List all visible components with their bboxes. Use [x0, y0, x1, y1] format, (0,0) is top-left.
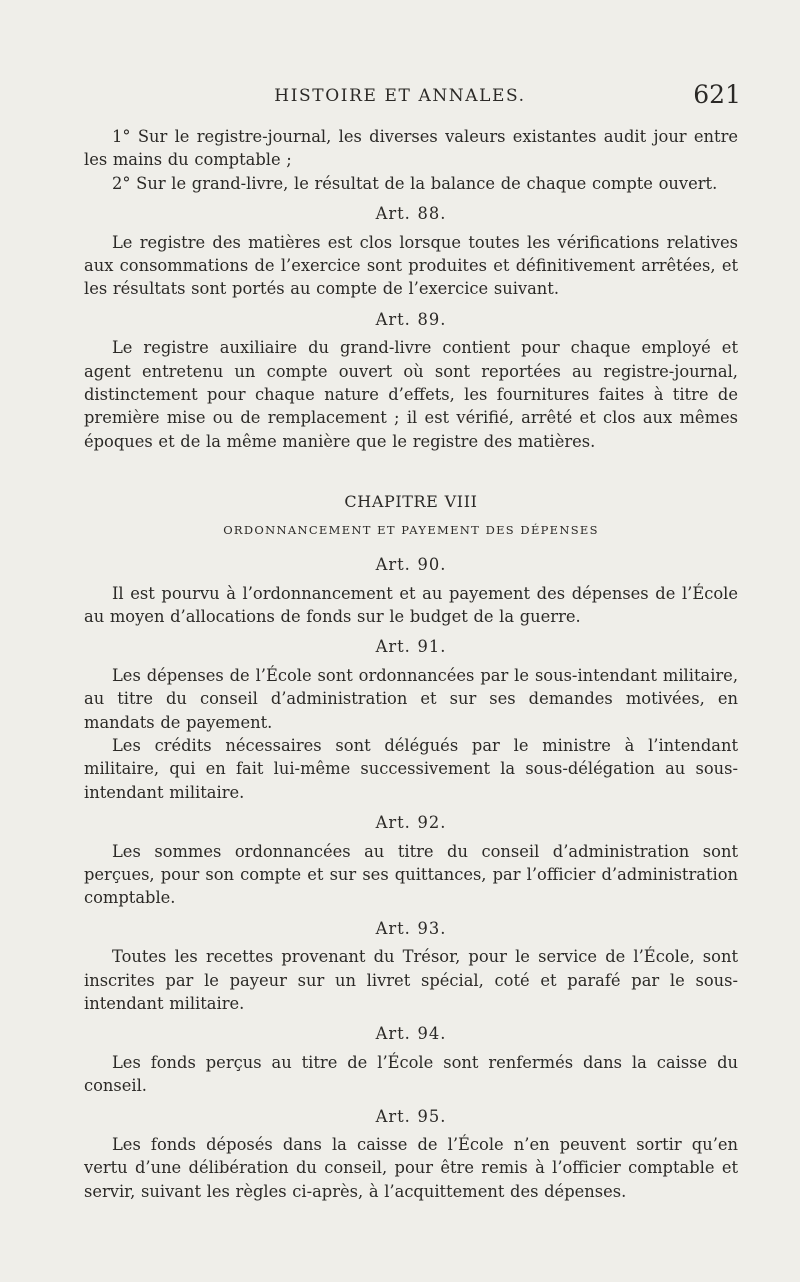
article-heading: Art. 91.: [375, 637, 447, 657]
running-title: HISTOIRE ET ANNALES.: [274, 86, 526, 106]
article-heading: Art. 90.: [375, 555, 447, 575]
page-header: [0, 80, 800, 114]
article-heading: Art. 95.: [375, 1106, 447, 1126]
paragraph: Les dépenses de l’École sont ordonnancées par le sous-intendant militaire, au titre du conseil d’administration et sur ses demandes motivées, en mandats de payement.: [84, 665, 738, 732]
paragraph: 1° Sur le registre-journal, les diverses valeurs existantes audit jour entre les mains du comptable ;: [84, 127, 738, 170]
chapter-subtitle: ORDONNANCEMENT ET PAYEMENT DES DÉPENSES: [223, 522, 599, 537]
chapter-title: CHAPITRE VIII: [344, 492, 478, 512]
article-heading: Art. 88.: [375, 204, 447, 224]
paragraph: Le registre des matières est clos lorsque toutes les vérifications relatives aux consommations de l’exercice sont produites et définitivement arrêtées, et les résultats sont portés au compte de l’exercice suivant.: [84, 232, 738, 299]
page-body: [84, 125, 738, 1203]
paragraph: Les fonds déposés dans la caisse de l’École n’en peuvent sortir qu’en vertu d’une délibération du conseil, pour être remis à l’officier comptable et servir, suivant les règles ci-après, à l’acquittement des dépenses.: [84, 1135, 738, 1201]
article-heading: Art. 93.: [375, 918, 447, 938]
paragraph: Toutes les recettes provenant du Trésor, pour le service de l’École, sont inscrites par le payeur sur un livret spécial, coté et parafé par le sous-intendant militaire.: [84, 947, 738, 1013]
article-heading: Art. 94.: [375, 1024, 447, 1044]
article-heading: Art. 92.: [375, 813, 447, 833]
paragraph: Les crédits nécessaires sont délégués par le ministre à l’intendant militaire, qui en fait lui-même successivement la sous-délégation au sous-intendant militaire.: [84, 735, 738, 802]
article-heading: Art. 89.: [375, 309, 447, 329]
page-number: 621: [693, 80, 741, 109]
paragraph: 2° Sur le grand-livre, le résultat de la balance de chaque compte ouvert.: [112, 173, 718, 193]
paragraph: Les fonds perçus au titre de l’École sont renfermés dans la caisse du conseil.: [84, 1052, 738, 1096]
paragraph: Le registre auxiliaire du grand-livre contient pour chaque employé et agent entretenu un compte ouvert où sont reportées au registre-journal, distinctement pour chaque nature d’effets, les fournitures faites à titre de première mise ou de remplacement ; il est vérifié, arrêté et clos aux mêmes époques et de la même manière que le registre des matières.: [84, 338, 738, 451]
paragraph: Les sommes ordonnancées au titre du conseil d’administration sont perçues, pour son compte et sur ses quittances, par l’officier d’administration comptable.: [84, 841, 738, 908]
paragraph: Il est pourvu à l’ordonnancement et au payement des dépenses de l’École au moyen d’allocations de fonds sur le budget de la guerre.: [84, 583, 738, 626]
